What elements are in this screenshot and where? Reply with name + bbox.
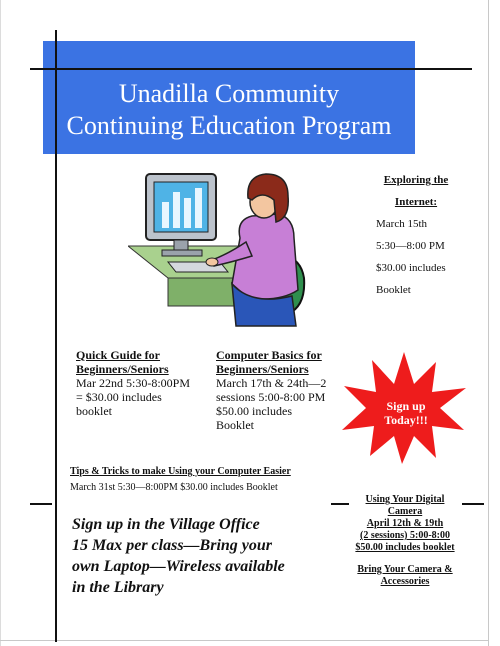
computer-basics-title-line1: Computer Basics for [216,348,322,362]
internet-date: March 15th [376,218,428,230]
computer-basics-title-line2: Beginners/Seniors [216,362,309,376]
internet-time: 5:30—8:00 PM [376,240,445,252]
internet-title-line2: Internet: [394,196,438,208]
person-at-computer-icon [128,166,348,346]
page-edge-right [488,0,489,646]
sign-up-starburst [340,350,468,466]
quick-guide-line3: booklet [76,404,112,418]
page-edge-bottom [0,640,489,641]
camera-spacer [345,554,465,564]
computer-basics-line3: $50.00 includes [216,404,292,418]
burst-line1: Sign up [386,399,426,413]
computer-basics-line4: Booklet [216,418,254,432]
camera-class-block [345,494,465,588]
burst-line2: Today!!! [384,413,428,427]
horizontal-rule-left [30,503,52,505]
computer-basics-line1: March 17th & 24th—2 [216,376,327,390]
quick-guide-line2: = $30.00 includes [76,390,162,404]
banner-title [43,78,415,142]
quick-guide-title-line2: Beginners/Seniors [76,362,169,376]
signup-line2: 15 Max per class—Bring your [72,537,273,554]
camera-title-line1: Using Your Digital [365,494,445,505]
internet-class-block [361,169,481,301]
signup-line3: own Laptop—Wireless available [72,558,285,575]
internet-title-line1: Exploring the [383,174,449,186]
vertical-rule [55,30,57,642]
quick-guide-line1: Mar 22nd 5:30-8:00PM [76,376,190,390]
quick-guide-title-line1: Quick Guide for [76,348,161,362]
camera-line2: (2 sessions) 5:00-8:00 [360,530,450,541]
signup-instructions [72,514,332,598]
signup-line1: Sign up in the Village Office [72,516,260,533]
camera-line3: $50.00 includes booklet [355,542,455,553]
computer-basics-block [216,348,341,432]
tips-title: Tips & Tricks to make Using your Computer Easier [70,466,291,477]
camera-bring-line1: Bring Your Camera & [357,564,453,575]
camera-bring-line2: Accessories [380,576,430,587]
camera-line1: April 12th & 19th [366,518,444,529]
computer-basics-line2: sessions 5:00-8:00 PM [216,390,326,404]
page-edge-left [0,0,1,646]
internet-extra: Booklet [376,284,411,296]
camera-title-line2: Camera [387,506,423,517]
tips-detail: March 31st 5:30—8:00PM $30.00 includes Booklet [70,482,278,493]
horizontal-rule-top [30,68,472,70]
banner-title-line1: Unadilla Community [118,79,340,108]
horizontal-rule-right [462,503,484,505]
banner-title-line2: Continuing Education Program [66,111,392,140]
signup-line4: in the Library [72,579,164,596]
internet-price: $30.00 includes [376,262,446,274]
quick-guide-block [76,348,216,418]
